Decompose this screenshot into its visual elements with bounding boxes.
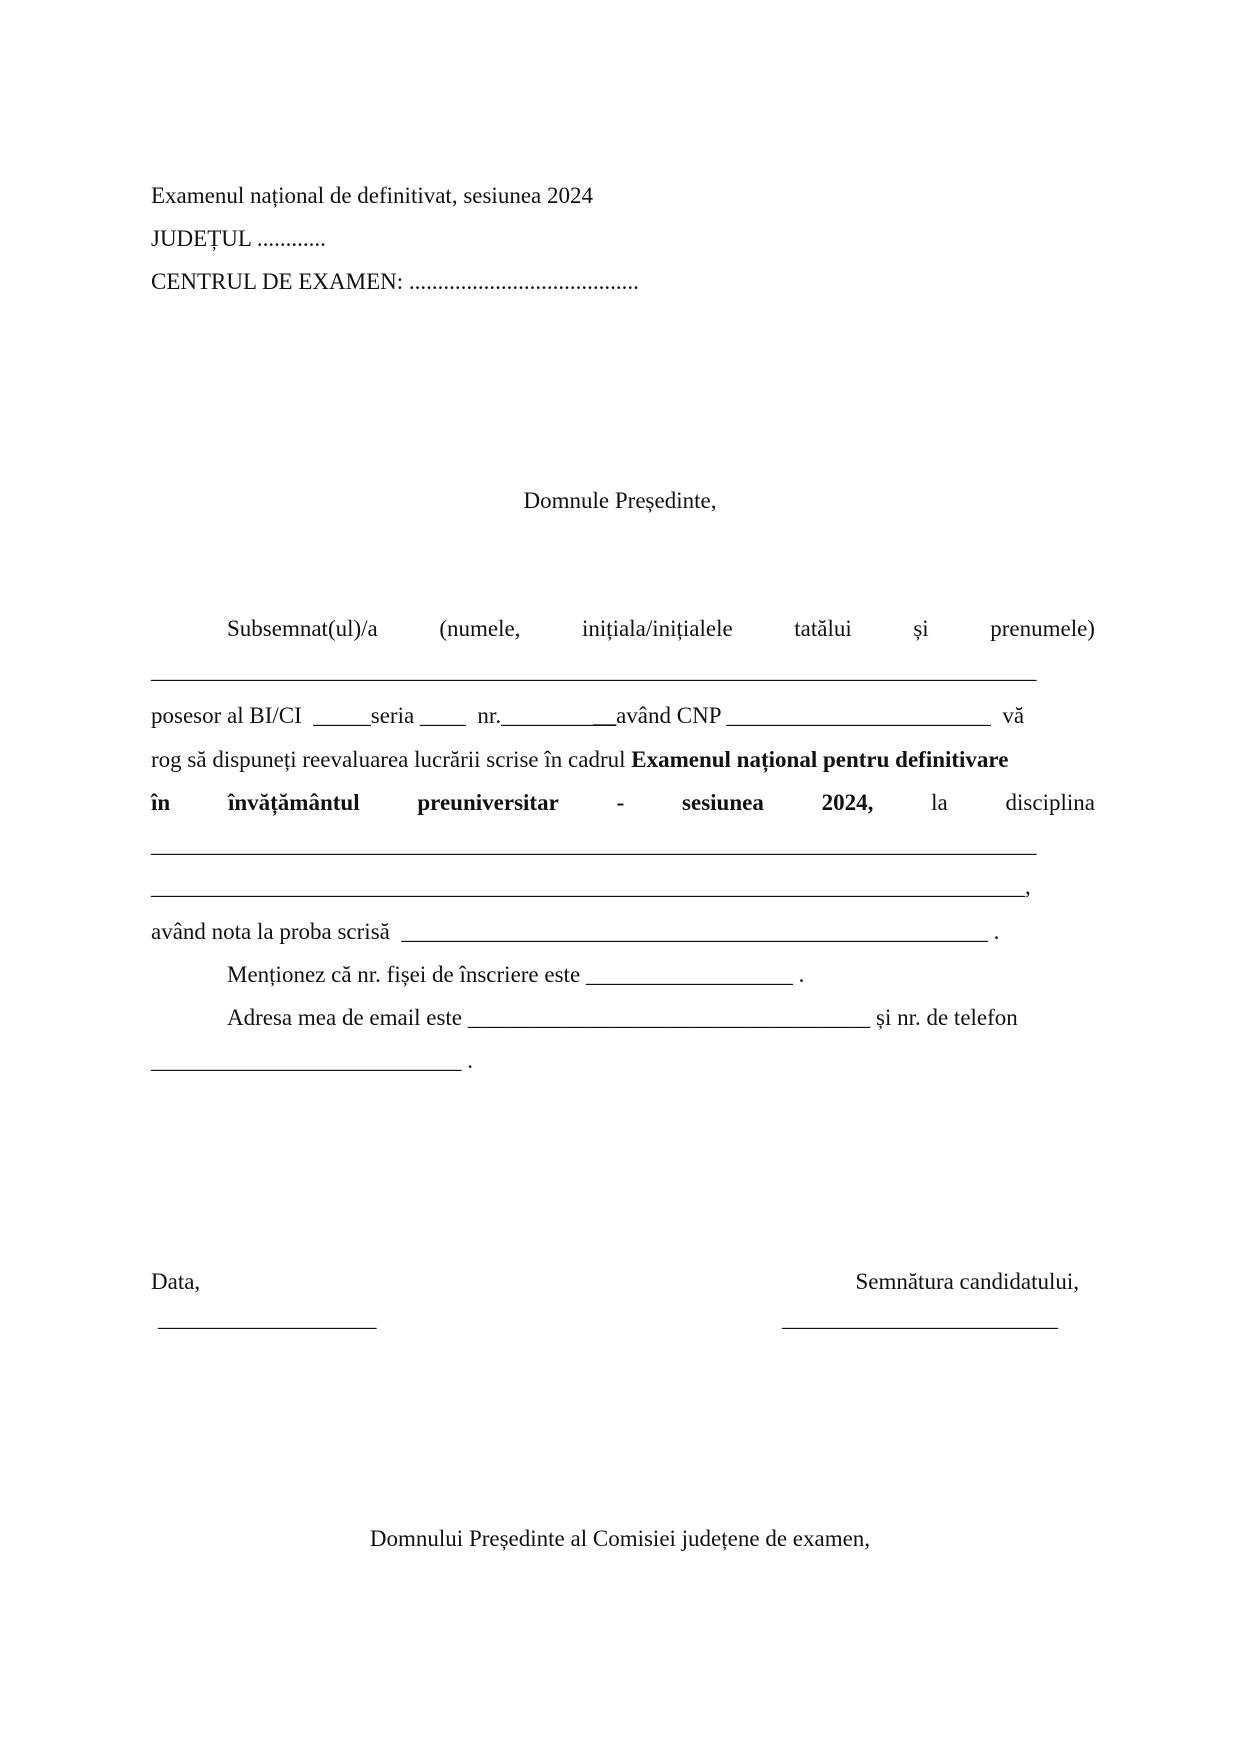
signature-blank: ________________________ [782,1306,1058,1331]
word: învățământul [227,790,360,815]
phone-blank-line: ___________________________ . [151,1048,473,1073]
word: în [151,790,171,815]
date-label: Data, [151,1269,201,1294]
request-line [151,746,1008,774]
word: sesiunea [682,790,764,815]
word: 2024, [821,790,874,815]
id-card-line [151,702,1024,730]
addressee: Domnului Președinte al Comisiei județene de examen, [369,1526,871,1551]
word: disciplina [1005,790,1095,815]
word: la [931,790,948,815]
word: tatălui [794,616,852,641]
name-blank-line: _____________________________________________________________________________ [151,658,1037,683]
email-phone-line: Adresa mea de email este ___________________________________ și nr. de telefon [227,1005,1018,1030]
word: (numele, [439,616,521,641]
word: și [913,616,929,641]
id-card-text: posesor al BI/CI _____seria ____ nr.________ [151,703,594,728]
registration-number-line: Menționez că nr. fișei de înscriere este __________________ . [227,962,805,987]
signature-label: Semnătura candidatului, [855,1269,1079,1294]
exam-title-line: Examenul național de definitivat, sesiunea 2024 [151,183,593,208]
discipline-blank-line-2: ____________________________________________________________________________, [151,874,1031,899]
date-blank: ___________________ [158,1306,377,1331]
word: - [616,790,625,815]
word: preuniversitar [417,790,559,815]
id-card-bold-blank: __ [593,703,617,728]
grade-line: având nota la proba scrisă ___________________________________________________ . [151,919,1000,944]
word: prenumele) [990,616,1095,641]
exam-center-line: CENTRUL DE EXAMEN: ........................................ [151,269,639,294]
county-line: JUDEȚUL ............ [151,226,326,251]
cnp-text: având CNP _______________________ vă [616,703,1025,728]
word: inițiala/inițialele [581,616,733,641]
exam-name-bold: Examenul național pentru definitivare [631,747,1009,772]
request-text: rog să dispuneți reevaluarea lucrării scrise în cadrul [151,747,632,772]
discipline-blank-line-1: _____________________________________________________________________________ [151,832,1037,857]
body-line-1 [227,615,1095,643]
word: Subsemnat(ul)/a [227,616,378,641]
session-line [151,789,1095,817]
salutation: Domnule Președinte, [523,488,717,513]
